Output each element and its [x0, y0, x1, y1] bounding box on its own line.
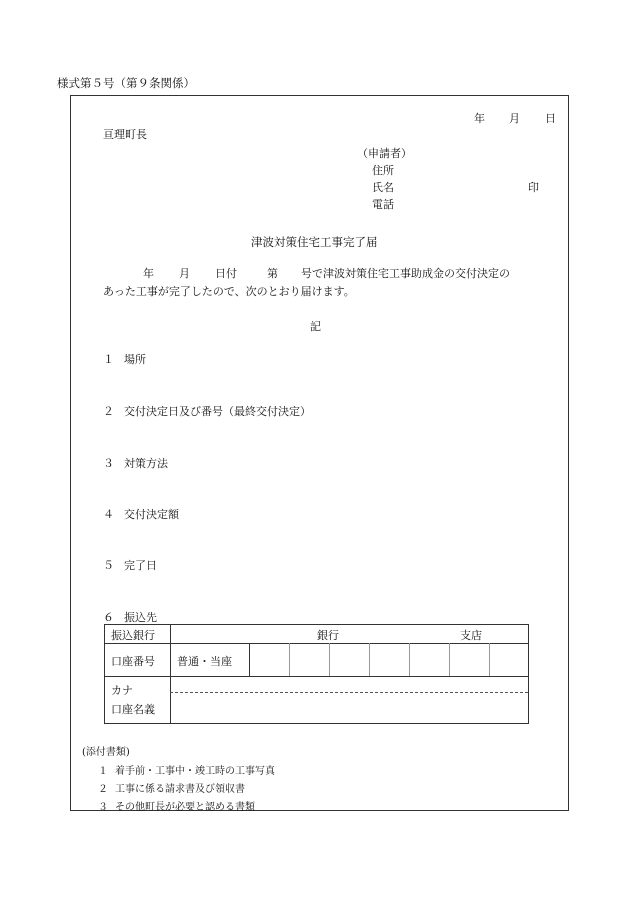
- attachments-heading: (添付書類): [82, 747, 130, 758]
- item-number: ６: [103, 611, 114, 624]
- digit-divider: [329, 643, 330, 676]
- item-label: 振込先: [124, 611, 157, 624]
- bank-row-label: 振込銀行: [111, 629, 155, 642]
- attachment-label: 工事に係る請求書及び領収書: [115, 784, 245, 795]
- item-number: ３: [103, 457, 114, 470]
- bank-row: [105, 625, 528, 644]
- body-day-dated: 日付: [215, 267, 237, 280]
- date-month-label: 月: [509, 112, 520, 125]
- item-label: 完了日: [124, 559, 157, 572]
- digit-divider: [289, 643, 290, 676]
- item-completion-date: [103, 557, 157, 573]
- digit-divider: [449, 643, 450, 676]
- attachment-label: 着手前・工事中・竣工時の工事写真: [115, 766, 275, 777]
- item-transfer-destination: [103, 609, 157, 625]
- item-number: ５: [103, 559, 114, 572]
- item-decision-date: [103, 403, 311, 419]
- attachment-number: １: [98, 766, 108, 777]
- divider: [170, 643, 171, 676]
- addressee: 亘理町長: [103, 128, 147, 141]
- account-type: 普通・当座: [177, 655, 232, 668]
- attachment-number: ２: [98, 784, 108, 795]
- digit-divider: [369, 643, 370, 676]
- body-dai: 第: [267, 267, 278, 280]
- address-label: 住所: [372, 164, 394, 177]
- date-year-label: 年: [474, 112, 485, 125]
- kana-label: カナ: [111, 684, 133, 697]
- attachment-item: [98, 762, 275, 777]
- kana-separator: [170, 692, 528, 693]
- account-number-row: [105, 643, 528, 677]
- item-label: 対策方法: [124, 457, 168, 470]
- name-label: 氏名: [372, 181, 394, 194]
- branch-suffix: 支店: [460, 629, 482, 642]
- divider: [170, 625, 171, 643]
- digit-divider: [409, 643, 410, 676]
- body-rest-line1: 号で津波対策住宅工事助成金の交付決定の: [301, 267, 510, 280]
- phone-label: 電話: [372, 198, 394, 211]
- body-month: 月: [179, 267, 190, 280]
- ki-heading: 記: [310, 320, 321, 333]
- account-holder-label: 口座名義: [111, 703, 155, 716]
- item-amount: [103, 506, 179, 522]
- bank-suffix: 銀行: [317, 629, 339, 642]
- bank-table: [104, 624, 529, 724]
- body-year: 年: [143, 267, 154, 280]
- form-number: 様式第５号（第９条関係）: [57, 76, 195, 90]
- account-holder-row: [105, 676, 528, 724]
- item-number: ４: [103, 508, 114, 521]
- date-day-label: 日: [545, 112, 556, 125]
- account-number-label: 口座番号: [111, 655, 155, 668]
- document-title: 津波対策住宅工事完了届: [251, 235, 378, 249]
- item-label: 場所: [124, 353, 146, 366]
- body-line-1: [103, 265, 510, 281]
- body-line-2: あった工事が完了したので、次のとおり届けます。: [103, 285, 355, 298]
- attachment-number: ３: [98, 802, 108, 813]
- digit-divider: [489, 643, 490, 676]
- applicant-label: （申請者）: [357, 147, 412, 160]
- seal-label: 印: [528, 181, 539, 194]
- item-label: 交付決定日及び番号（最終交付決定）: [124, 405, 311, 418]
- item-location: [103, 351, 146, 367]
- item-method: [103, 455, 168, 471]
- item-label: 交付決定額: [124, 508, 179, 521]
- attachment-item: [98, 798, 255, 813]
- divider: [249, 643, 250, 676]
- item-number: １: [103, 353, 114, 366]
- attachment-item: [98, 780, 245, 795]
- item-number: ２: [103, 405, 114, 418]
- attachment-label: その他町長が必要と認める書類: [115, 802, 255, 813]
- divider: [170, 676, 171, 724]
